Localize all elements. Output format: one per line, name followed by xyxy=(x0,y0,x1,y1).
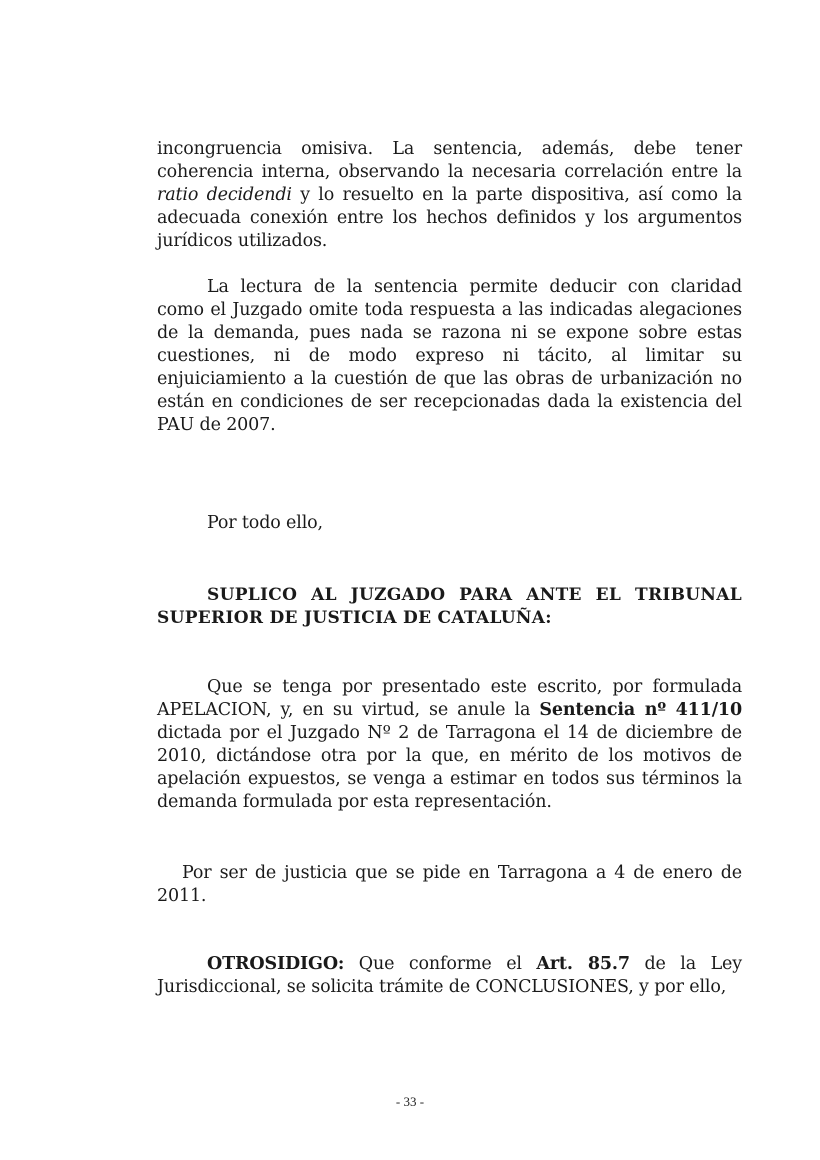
paragraph-otrosidigo xyxy=(157,953,742,999)
paragraph-text: dictada por el Juzgado Nº 2 de Tarragona el 14 de diciembre de 2010, dictándose otra por la que, en mérito de los motivos de apelación expuestos, se venga a estimar en todos sus términos la demanda formulada por esta representación. xyxy=(157,723,742,812)
suplico-heading: SUPLICO AL JUZGADO PARA ANTE EL TRIBUNAL SUPERIOR DE JUSTICIA DE CATALUÑA: xyxy=(157,585,742,628)
page-number: - 33 - xyxy=(395,1094,425,1109)
paragraph-lectura: La lectura de la sentencia permite deducir con claridad como el Juzgado omite toda respuesta a las indicadas alegaciones de la demanda, pues nada se razona ni se expone sobre estas cuestiones, ni de modo expreso ni tácito, al limitar su enjuiciamiento a la cuestión de que las obras de urbanización no están en condiciones de ser recepcionadas dada la existencia del PAU de 2007. xyxy=(157,277,742,435)
paragraph-incongruencia xyxy=(157,138,742,253)
otrosidigo-label: OTROSIDIGO: xyxy=(207,954,345,974)
article-reference: Art. 85.7 xyxy=(536,954,630,974)
paragraph-text: incongruencia omisiva. La sentencia, además, debe tener coherencia interna, observando la necesaria correlación entre la xyxy=(157,139,742,182)
paragraph-text: de la Ley Jurisdiccional, se solicita trámite de CONCLUSIONES, y por ello, xyxy=(157,954,742,997)
paragraph-text: Que conforme el xyxy=(344,954,537,974)
paragraph-text: y lo resuelto en la parte dispositiva, así como la adecuada conexión entre los hechos definidos y los argumentos jurídicos utilizados. xyxy=(157,185,743,251)
paragraph-text: Que se tenga por presentado este escrito, por formulada APELACION, y, en su virtud, se anule la xyxy=(157,677,742,720)
sentencia-reference: Sentencia nº 411/10 xyxy=(539,700,742,720)
paragraph-que-se-tenga xyxy=(157,676,742,814)
italic-term: ratio decidendi xyxy=(157,185,292,205)
paragraph-por-ser-de-justicia: Por ser de justicia que se pide en Tarragona a 4 de enero de 2011. xyxy=(157,863,742,906)
paragraph-por-todo-ello: Por todo ello, xyxy=(207,513,323,533)
